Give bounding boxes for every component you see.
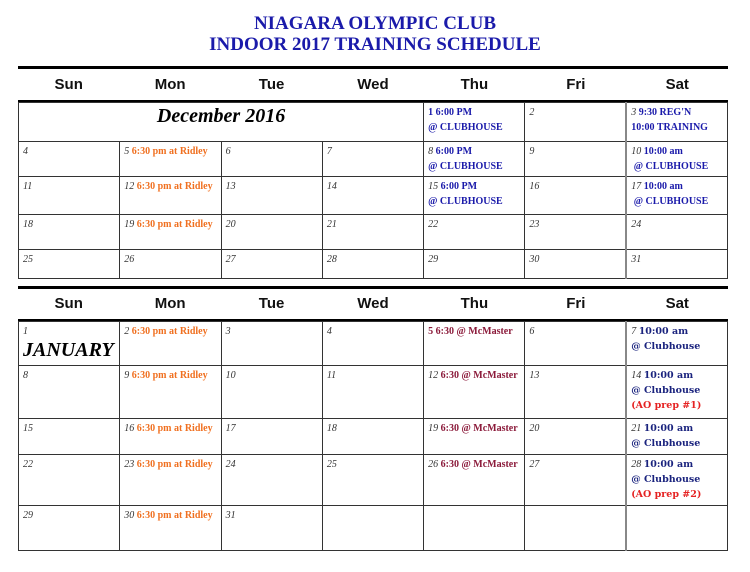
day-cell [221, 250, 322, 279]
day-number: 7 [326, 146, 332, 157]
january-grid [18, 321, 728, 551]
day-number: 20 [529, 423, 540, 434]
weekday-tue: Tue [258, 295, 285, 312]
weekday-sun: Sun [54, 295, 83, 312]
event-text: 6:30 pm at Ridley [136, 423, 213, 434]
day-cell [626, 366, 727, 419]
day-cell [221, 455, 322, 506]
day-cell [221, 142, 322, 177]
day-cell [525, 103, 626, 142]
event-note: (AO prep #1) [631, 400, 702, 411]
day-cell [120, 455, 221, 506]
weekday-fri: Fri [566, 76, 586, 93]
day-number: 27 [529, 459, 540, 470]
day-number: 13 [225, 181, 236, 192]
event-text: 6:30 @ McMaster [440, 423, 518, 434]
weekday-mon: Mon [154, 295, 186, 312]
day-cell [19, 322, 120, 366]
day-cell [424, 142, 525, 177]
day-number: 28 [326, 254, 337, 265]
day-number: 16 [529, 181, 540, 192]
day-cell [19, 177, 120, 215]
day-number: 4 [326, 326, 332, 337]
day-number: 22 [428, 219, 439, 230]
day-cell [525, 455, 626, 506]
week-row [19, 366, 728, 419]
day-cell [626, 506, 727, 551]
day-cell [424, 366, 525, 419]
day-cell [424, 215, 525, 250]
event-text: 6:30 pm at Ridley [136, 219, 213, 230]
event-location: 10:00 TRAINING [631, 122, 708, 133]
day-number: 16 [124, 423, 135, 434]
day-number: 15 [23, 423, 33, 434]
weekday-header [18, 76, 728, 93]
day-number: 5 [124, 146, 130, 157]
event-location: @ Clubhouse [631, 385, 701, 396]
day-number: 17 [631, 181, 642, 192]
day-number: 1 [428, 107, 434, 118]
day-number: 29 [428, 254, 439, 265]
event-location: @ CLUBHOUSE [428, 196, 503, 207]
day-cell [626, 250, 727, 279]
day-number: 29 [23, 510, 33, 521]
day-number: 30 [529, 254, 540, 265]
day-number: 1 [23, 326, 28, 337]
day-number: 30 [124, 510, 135, 521]
day-cell [424, 455, 525, 506]
event-text: 10:00 am [638, 326, 689, 337]
event-location: @ Clubhouse [631, 341, 701, 352]
event-text: 6:30 @ McMaster [440, 459, 518, 470]
day-cell [424, 506, 525, 551]
day-number: 21 [326, 219, 337, 230]
week-row [19, 419, 728, 455]
event-text: 6:30 @ McMaster [435, 326, 513, 337]
event-text: 6:30 pm at Ridley [136, 510, 213, 521]
day-number: 27 [225, 254, 236, 265]
event-location: @ CLUBHOUSE [428, 122, 503, 133]
event-location: @ Clubhouse [631, 438, 701, 449]
weekday-wed: Wed [357, 295, 389, 312]
month-label: JANUARY [23, 339, 114, 361]
day-cell [221, 419, 322, 455]
day-cell [424, 419, 525, 455]
event-location: @ CLUBHOUSE [633, 161, 709, 172]
schedule-title: INDOOR 2017 TRAINING SCHEDULE [209, 34, 541, 55]
divider [18, 66, 728, 69]
day-number: 5 [428, 326, 434, 337]
day-cell [424, 250, 525, 279]
day-number: 17 [225, 423, 236, 434]
event-text: 6:30 @ McMaster [440, 370, 518, 381]
week-row [19, 455, 728, 506]
day-cell [626, 322, 727, 366]
day-cell [120, 250, 221, 279]
weekday-tue: Tue [258, 76, 285, 93]
weekday-fri: Fri [566, 295, 586, 312]
week-row [19, 215, 728, 250]
day-cell [120, 142, 221, 177]
day-cell [120, 419, 221, 455]
event-text: 10:00 am [643, 370, 694, 381]
event-text: 10:00 am [643, 181, 683, 192]
event-text: 9:30 REG'N [638, 107, 692, 118]
day-cell [424, 177, 525, 215]
day-number: 15 [428, 181, 439, 192]
event-location: @ CLUBHOUSE [633, 196, 709, 207]
day-cell [322, 506, 423, 551]
divider [18, 286, 728, 289]
day-number: 2 [124, 326, 130, 337]
event-text: 6:00 PM [435, 146, 473, 157]
day-cell [19, 142, 120, 177]
event-note: (AO prep #2) [631, 489, 702, 500]
day-number: 24 [631, 219, 642, 230]
day-cell [19, 250, 120, 279]
day-cell [322, 322, 423, 366]
day-cell [221, 215, 322, 250]
day-cell [525, 177, 626, 215]
event-text: 6:30 pm at Ridley [136, 181, 213, 192]
day-number: 12 [124, 181, 135, 192]
day-number: 28 [631, 459, 642, 470]
event-text: 6:30 pm at Ridley [131, 370, 208, 381]
week-row [19, 250, 728, 279]
event-text: 10:00 am [643, 146, 683, 157]
day-number: 14 [631, 370, 642, 381]
day-cell [19, 366, 120, 419]
day-cell [19, 455, 120, 506]
day-cell [626, 103, 727, 142]
weekday-sat: Sat [665, 295, 689, 312]
day-number: 25 [23, 254, 33, 265]
event-text: 6:30 pm at Ridley [131, 326, 208, 337]
day-cell [525, 419, 626, 455]
day-cell [626, 419, 727, 455]
day-number: 31 [631, 254, 642, 265]
day-number: 10 [225, 370, 236, 381]
day-cell [120, 215, 221, 250]
day-number: 25 [326, 459, 337, 470]
day-number: 6 [225, 146, 231, 157]
day-cell [626, 142, 727, 177]
day-cell [424, 103, 525, 142]
day-cell [19, 419, 120, 455]
day-cell [525, 322, 626, 366]
day-number: 21 [631, 423, 642, 434]
day-number: 3 [225, 326, 231, 337]
day-cell [322, 366, 423, 419]
event-location: @ Clubhouse [631, 474, 701, 485]
day-cell [626, 215, 727, 250]
day-cell [120, 366, 221, 419]
day-number: 2 [529, 107, 535, 118]
day-cell [19, 506, 120, 551]
day-number: 19 [124, 219, 135, 230]
day-cell [322, 215, 423, 250]
week-row [19, 322, 728, 366]
day-number: 20 [225, 219, 236, 230]
event-text: 10:00 am [643, 423, 694, 434]
day-cell [322, 250, 423, 279]
day-number: 11 [23, 181, 33, 192]
day-number: 31 [225, 510, 236, 521]
day-number: 6 [529, 326, 535, 337]
day-number: 9 [124, 370, 130, 381]
december-grid [18, 102, 728, 279]
day-number: 26 [428, 459, 439, 470]
day-number: 23 [529, 219, 540, 230]
event-text: 10:00 am [643, 459, 694, 470]
day-cell [221, 322, 322, 366]
day-cell [525, 366, 626, 419]
day-number: 22 [23, 459, 33, 470]
day-number: 3 [631, 107, 637, 118]
day-cell [322, 455, 423, 506]
weekday-wed: Wed [357, 76, 389, 93]
event-text: 6:00 PM [435, 107, 473, 118]
day-cell [120, 322, 221, 366]
month-label: December 2016 [19, 103, 424, 142]
day-cell [322, 142, 423, 177]
day-cell [221, 177, 322, 215]
club-title: NIAGARA OLYMPIC CLUB [253, 13, 497, 34]
event-text: 6:30 pm at Ridley [131, 146, 208, 157]
day-number: 11 [326, 370, 337, 381]
weekday-thu: Thu [460, 295, 489, 312]
day-number: 8 [428, 146, 434, 157]
day-number: 8 [23, 370, 28, 381]
day-cell [424, 322, 525, 366]
day-number: 10 [631, 146, 642, 157]
day-number: 4 [23, 146, 28, 157]
day-cell [120, 177, 221, 215]
day-cell [626, 177, 727, 215]
day-number: 7 [631, 326, 637, 337]
day-number: 23 [124, 459, 135, 470]
event-text: 6:30 pm at Ridley [136, 459, 213, 470]
week-row [19, 103, 728, 142]
day-cell [120, 506, 221, 551]
day-number: 12 [428, 370, 439, 381]
weekday-header [18, 295, 728, 312]
day-cell [525, 142, 626, 177]
day-cell [525, 250, 626, 279]
day-cell [626, 455, 727, 506]
day-number: 26 [124, 254, 135, 265]
weekday-mon: Mon [154, 76, 186, 93]
day-number: 14 [326, 181, 337, 192]
day-number: 24 [225, 459, 236, 470]
day-cell [221, 366, 322, 419]
day-number: 9 [529, 146, 535, 157]
week-row [19, 506, 728, 551]
day-cell [322, 177, 423, 215]
day-cell [322, 419, 423, 455]
day-cell [525, 506, 626, 551]
day-cell [525, 215, 626, 250]
day-number: 18 [326, 423, 337, 434]
week-row [19, 177, 728, 215]
day-number: 13 [529, 370, 540, 381]
day-cell [221, 506, 322, 551]
day-number: 19 [428, 423, 439, 434]
weekday-sat: Sat [665, 76, 689, 93]
day-cell [19, 215, 120, 250]
weekday-sun: Sun [54, 76, 83, 93]
week-row [19, 142, 728, 177]
event-text: 6:00 PM [440, 181, 478, 192]
day-number: 18 [23, 219, 33, 230]
weekday-thu: Thu [460, 76, 489, 93]
event-location: @ CLUBHOUSE [428, 161, 503, 172]
